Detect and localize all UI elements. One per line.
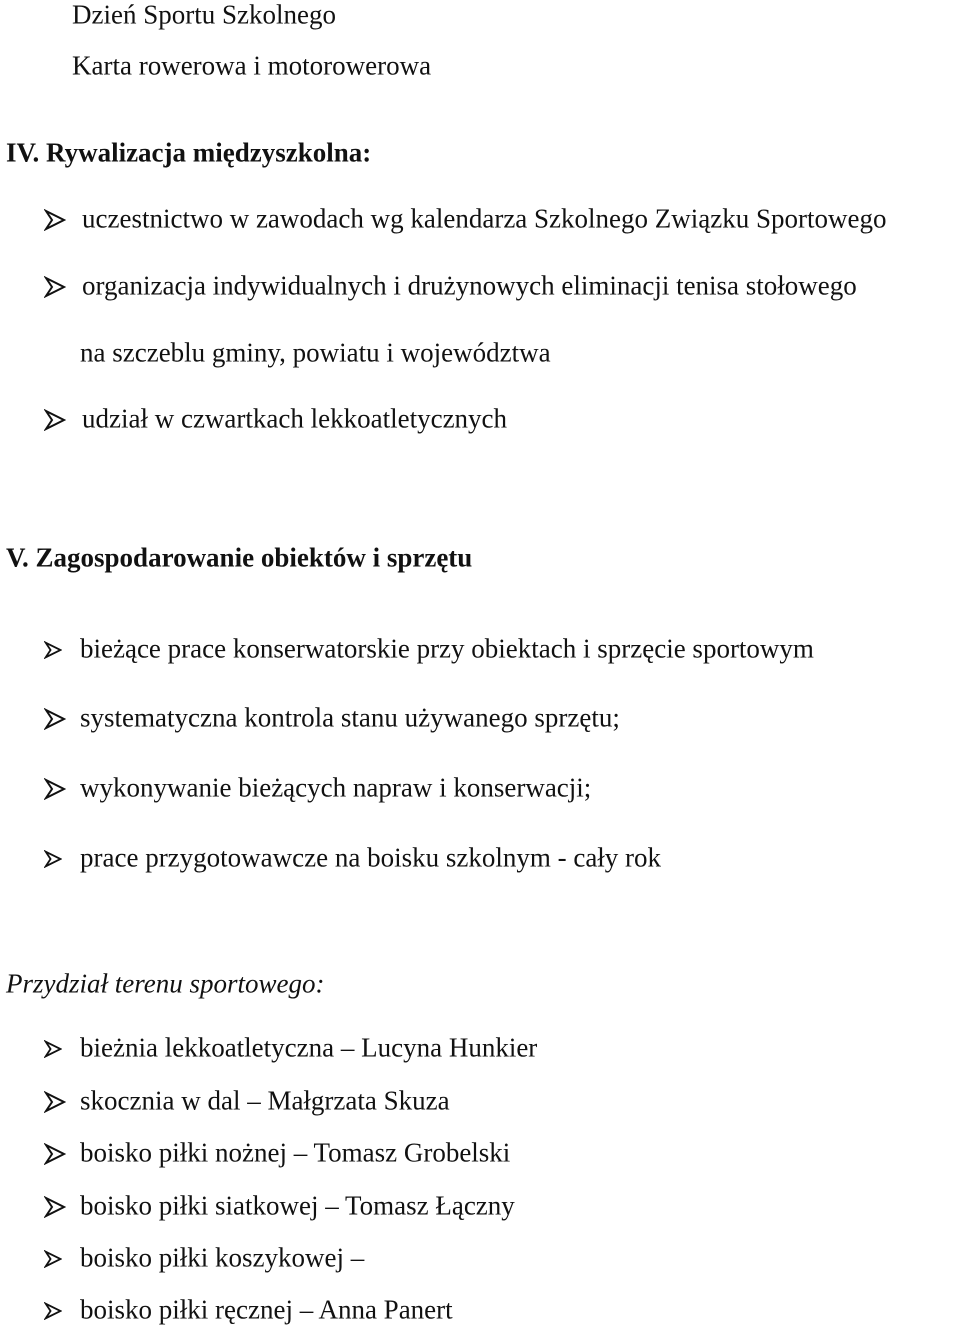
arrowhead-bullet-icon	[44, 850, 62, 868]
section-4-heading: IV. Rywalizacja międzyszkolna:	[6, 137, 372, 168]
section-5-item: systematyczna kontrola stanu używanego sprzętu;	[80, 702, 620, 733]
assignment-heading: Przydział terenu sportowego:	[6, 968, 325, 999]
assignment-item: boisko piłki siatkowej – Tomasz Łączny	[80, 1190, 515, 1221]
section-5-item: bieżące prace konserwatorskie przy obiektach i sprzęcie sportowym	[80, 633, 814, 664]
section-5-item: prace przygotowawcze na boisku szkolnym - cały rok	[80, 842, 662, 873]
assignment-item: skocznia w dal – Małgrzata Skuza	[80, 1085, 450, 1116]
arrowhead-bullet-icon	[44, 409, 66, 431]
arrowhead-bullet-icon	[44, 1250, 62, 1268]
intro-line-2: Karta rowerowa i motorowerowa	[72, 50, 432, 81]
arrowhead-bullet-icon	[44, 1196, 66, 1218]
arrowhead-bullet-icon	[44, 1040, 62, 1058]
section-4-item: udział w czwartkach lekkoatletycznych	[82, 403, 508, 434]
section-5-heading: V. Zagospodarowanie obiektów i sprzętu	[6, 542, 473, 573]
arrowhead-bullet-icon	[44, 1091, 66, 1113]
section-5-item: wykonywanie bieżących napraw i konserwacji;	[80, 772, 592, 803]
arrowhead-bullet-icon	[44, 778, 66, 800]
section-4-item: uczestnictwo w zawodach wg kalendarza Szkolnego Związku Sportowego	[82, 203, 887, 234]
assignment-item: bieżnia lekkoatletyczna – Lucyna Hunkier	[80, 1032, 538, 1063]
arrowhead-bullet-icon	[44, 276, 66, 298]
arrowhead-bullet-icon	[44, 1143, 66, 1165]
assignment-item: boisko piłki koszykowej –	[80, 1242, 365, 1273]
assignment-item: boisko piłki nożnej – Tomasz Grobelski	[80, 1137, 511, 1168]
section-4-item: organizacja indywidualnych i drużynowych eliminacji tenisa stołowego	[82, 270, 857, 301]
intro-line-1: Dzień Sportu Szkolnego	[72, 0, 336, 30]
arrowhead-bullet-icon	[44, 209, 66, 231]
arrowhead-bullet-icon	[44, 641, 62, 659]
arrowhead-bullet-icon	[44, 1302, 62, 1320]
section-4-item-continuation: na szczeblu gminy, powiatu i województwa	[80, 337, 551, 368]
assignment-item: boisko piłki ręcznej – Anna Panert	[80, 1294, 453, 1325]
arrowhead-bullet-icon	[44, 708, 66, 730]
